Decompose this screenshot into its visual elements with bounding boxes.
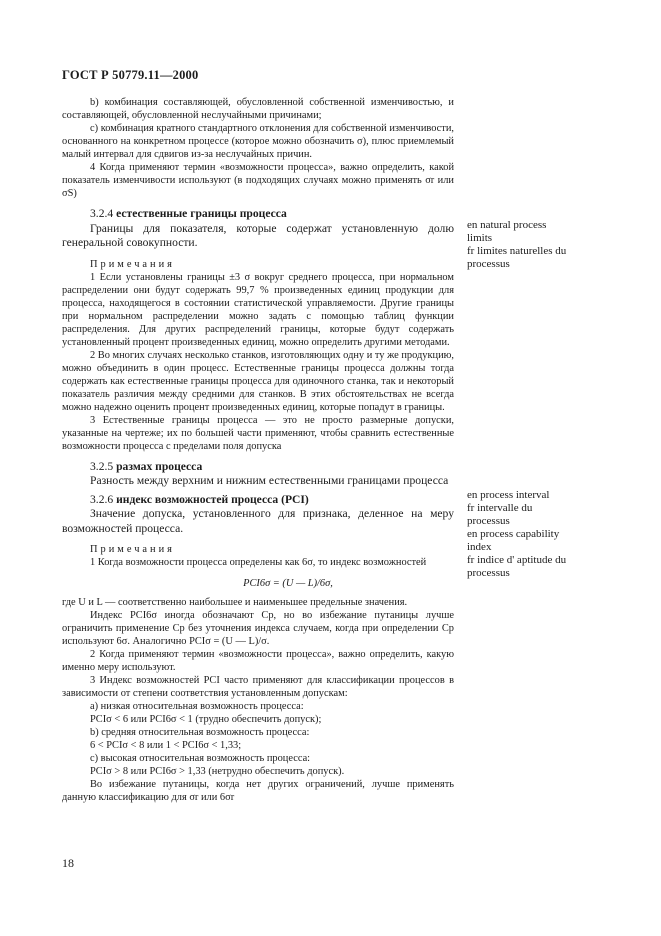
paragraph-item-c: c) комбинация кратного стандартного отклонения для собственной изменчивости, основанного на конкретном процессе (которое можно обозначить σ), плюс приемлемый малый интервал для сдвигов из-за неслучайных причин. (62, 123, 454, 160)
note-3: 3 Естественные границы процесса — это не просто размерные допуски, указанные на чертеже; их по большей части применяют, чтобы сравнить естественные возможности процесса с пределами поля допуска (62, 414, 454, 452)
margin-line: index (467, 541, 492, 553)
paragraph-note-4: 4 Когда применяют термин «возможности процесса», важно определить, какой показатель изменчивости используют (в подходящих случаях можно применять σr или σS) (62, 162, 454, 199)
list-item-b-detail: 6 < PCIσ < 8 или 1 < PCI6σ < 1,33; (90, 740, 242, 751)
term-number: 3.2.4 (90, 207, 114, 220)
note-1: 1 Если установлены границы ±3 σ вокруг среднего процесса, при нормальном распределении они будут содержать 99,7 % произведенных единиц продукции для процесса, находящегося в состоянии статистической управляемости. Другие границы при нормальном распределении можно задать с помощью таблиц функции распределения. Для других распределений границы, которые будут содержать установленный процент произведенных единиц, можно определить другими методами. (62, 271, 454, 348)
term-definition: Границы для показателя, которые содержат установленную долю генеральной совокупности. (62, 221, 454, 249)
formula: PCI6σ = (U — L)/6σ, (243, 578, 333, 589)
term-definition: Разность между верхним и нижним естественными границами процесса (90, 474, 449, 487)
paragraph-item-b: b) комбинация составляющей, обусловленной собственной изменчивостью, и составляющей, обусловленной неслучайными причинами; (62, 97, 454, 121)
term-3-2-5 (62, 460, 454, 475)
note-1-continued: Индекс PCI6σ иногда обозначают Cp, но во избежание путаницы лучше ограничить применение Cp без уточнения индекса случаем, когда при определении Cp используют 6σ. Аналогично PCIσ = (U — L)/σ. (62, 610, 454, 647)
margin-line: en process interval (467, 489, 550, 501)
term-title: размах процесса (116, 459, 203, 473)
list-item-a: a) низкая относительная возможность процесса: (90, 701, 304, 712)
margin-line: limits (467, 232, 493, 244)
term-title: индекс возможностей процесса (PCI) (116, 492, 309, 506)
notes-heading: Примечания (90, 258, 175, 270)
term-number: 3.2.5 (90, 459, 114, 473)
list-item-c: c) высокая относительная возможность процесса: (90, 753, 311, 764)
margin-line: en process capability (467, 528, 560, 540)
margin-note-capability-index (467, 528, 617, 580)
note-1: 1 Когда возможности процесса определены как 6σ, то индекс возможностей (90, 557, 427, 568)
note-3: 3 Индекс возможностей PCI часто применяют для классификации процессов в зависимости от степени соответствия установленным допускам: (62, 675, 454, 699)
margin-line: processus (467, 515, 510, 527)
page-number: 18 (62, 856, 74, 870)
term-definition: Значение допуска, установленного для признака, деленное на меру возможностей процесса. (62, 507, 454, 535)
term-number: 3.2.6 (90, 492, 114, 506)
note-2: 2 Когда применяют термин «возможности процесса», важно определить, какую именно меру используют. (62, 649, 454, 673)
margin-line: processus (467, 567, 510, 579)
list-item-c-detail: PCIσ > 8 или PCI6σ > 1,33 (нетрудно обеспечить допуск). (90, 766, 345, 777)
note-closing: Во избежание путаницы, когда нет других ограничений, лучше применять данную классификацию для σr или 6σr (62, 779, 454, 803)
term-title: естественные границы процесса (116, 207, 287, 220)
list-item-a-detail: PCIσ < 6 или PCI6σ < 1 (трудно обеспечить допуск); (90, 714, 322, 725)
margin-line: processus (467, 258, 510, 270)
margin-note-natural-limits (467, 219, 617, 271)
standard-header: ГОСТ Р 50779.11—2000 (62, 68, 199, 82)
main-text (62, 96, 454, 804)
margin-line: fr limites naturelles du (467, 245, 567, 257)
term-3-2-4 (62, 207, 454, 222)
margin-note-process-interval (467, 489, 617, 528)
formula-explanation: где U и L — соответственно наибольшее и наименьшее предельные значения. (62, 597, 408, 608)
margin-line: fr intervalle du (467, 502, 533, 514)
margin-line: fr indice d' aptitude du (467, 554, 567, 566)
list-item-b: b) средняя относительная возможность процесса: (90, 727, 310, 738)
term-3-2-6 (62, 493, 454, 508)
notes-heading: Примечания (90, 544, 175, 555)
margin-line: en natural process (467, 219, 547, 231)
note-2: 2 Во многих случаях несколько станков, изготовляющих одну и ту же продукцию, можно объединить в один процесс. Естественные границы процесса должны тогда содержать как естественные границы процесса для одиночного станка, так и некоторый показатель различия между средними для станков. В этих обстоятельствах не всегда можно надежно оценить процент произведенных единиц, которые попадут в границы. (62, 349, 454, 413)
